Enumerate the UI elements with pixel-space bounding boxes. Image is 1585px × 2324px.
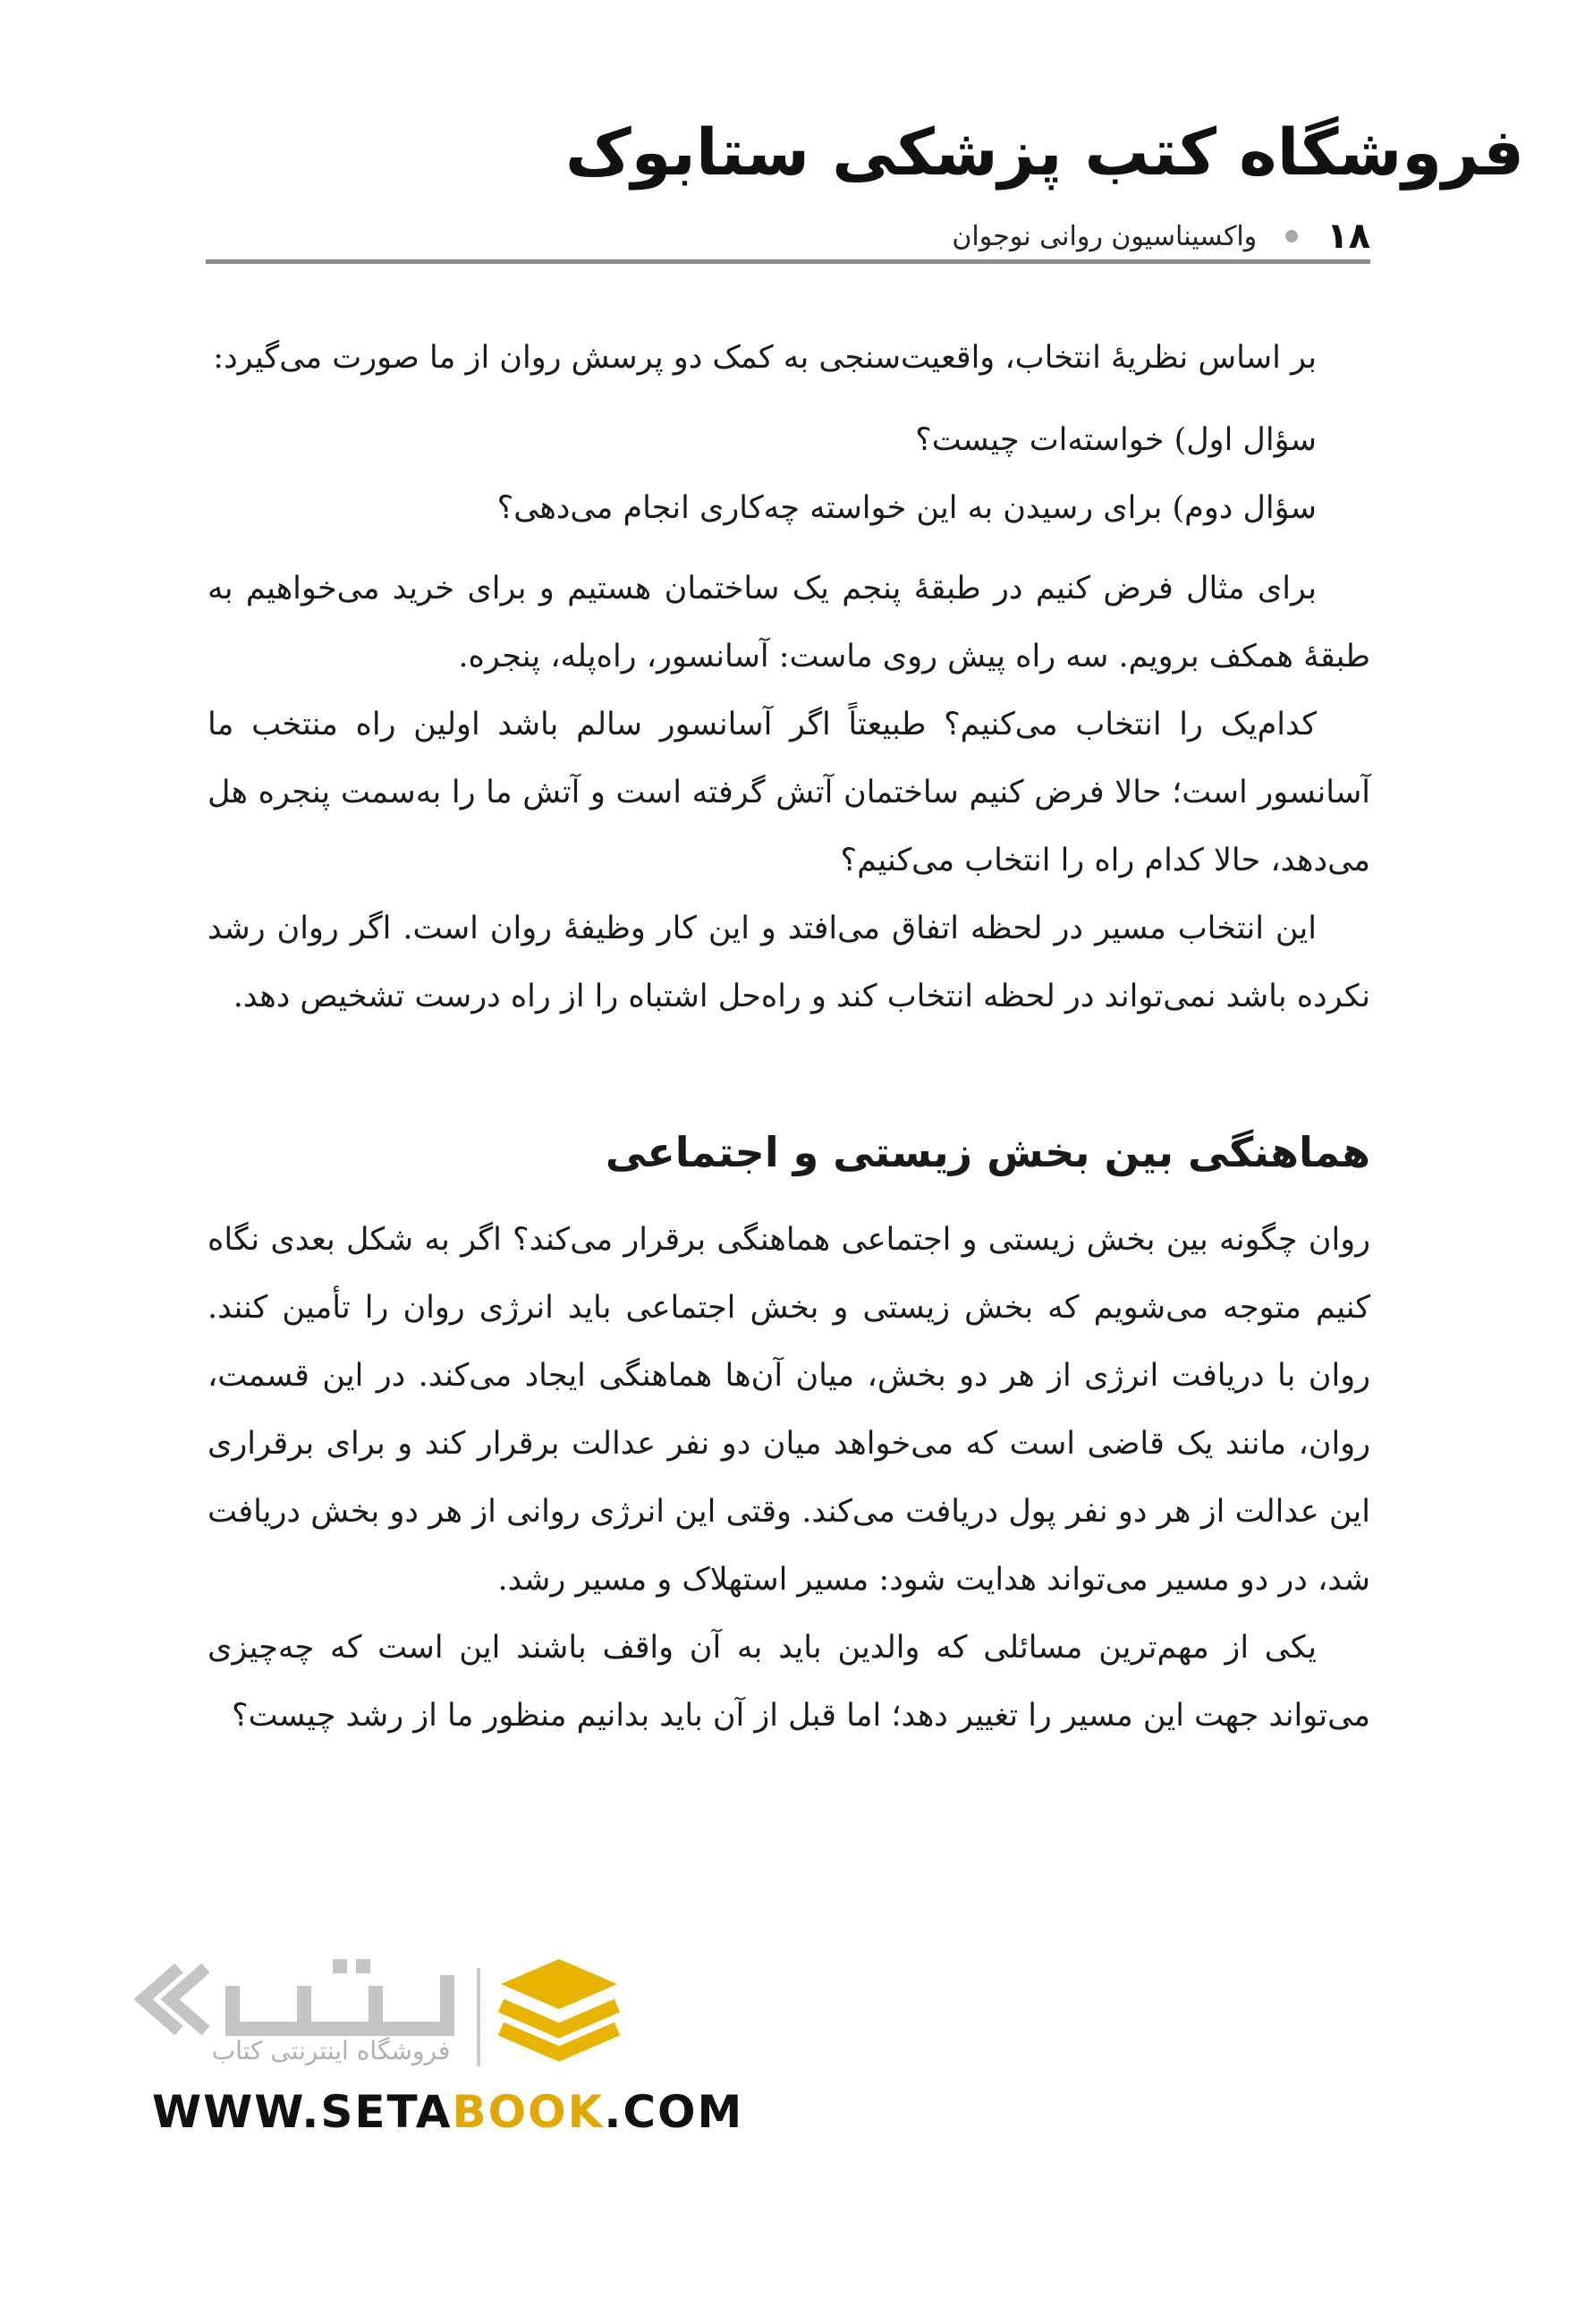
watermark-tagline: فروشگاه اینترنتی کتاب [211, 2036, 451, 2065]
paragraph-example: برای مثال فرض کنیم در طبقهٔ پنجم یک ساختمان هستیم و برای خرید می‌خواهیم به طبقهٔ همکف برویم. سه راه پیش روی ماست: آسانسور، راه‌پله، پنجره. [208, 571, 1370, 674]
bullet-separator [1285, 230, 1298, 242]
paragraph-choice-theory: بر اساس نظریهٔ انتخاب، واقعیت‌سنجی به کمک دو پرسش روان از ما صورت می‌گیرد: [213, 340, 1317, 376]
paragraph-coordination: روان چگونه بین بخش زیستی و اجتماعی هماهنگی برقرار می‌کند؟ اگر به شکل بعدی نگاه کنیم متوجه می‌شویم که بخش زیستی و بخش اجتماعی باید انرژی روان را تأمین کنند. روان با دریافت انرژی از هر دو بخش، میان آن‌ها هماهنگی ایجاد می‌کند. در این قسمت، روان، مانند یک قاضی است که می‌خواهد میان دو نفر عدالت برقرار کند و برای برقراری این عدالت از هر دو نفر پول دریافت می‌کند. وقتی این انرژی روانی از هر دو بخش دریافت شد، در دو مسیر می‌تواند هدایت شود: مسیر استهلاک و مسیر رشد. [208, 1222, 1370, 1598]
url-suffix: .COM [604, 2086, 744, 2138]
running-header [208, 208, 1370, 265]
question-second: سؤال دوم) برای رسیدن به این خواسته چه‌کاری انجام می‌دهی؟ [496, 490, 1317, 526]
page-number: ۱۸ [1326, 216, 1370, 257]
paragraph-growth-question: یکی از مهم‌ترین مسائلی که والدین باید به آن واقف باشند این است که چه‌چیزی می‌تواند جهت این مسیر را تغییر دهد؛ اما قبل از آن باید بدانیم منظور ما از رشد چیست؟ [208, 1630, 1370, 1734]
section-heading: هماهنگی بین بخش زیستی و اجتماعی [605, 1128, 1370, 1176]
store-title: فروشگاه کتب پزشکی ستابوک [564, 115, 1524, 190]
watermark-url [152, 2086, 743, 2138]
setabook-watermark [125, 1932, 744, 2147]
paragraph-which-choice: کدام‌یک را انتخاب می‌کنیم؟ طبیعتاً اگر آسانسور سالم باشد اولین راه منتخب ما آسانسور است؛ حالا فرض کنیم ساختمان آتش گرفته است و آتش ما را به‌سمت پنجره هل می‌دهد، حالا کدام راه را انتخاب می‌کنیم؟ [208, 707, 1370, 878]
url-accent: BOOK [452, 2086, 605, 2138]
header-divider [206, 259, 1370, 264]
question-first: سؤال اول) خواسته‌ات چیست؟ [915, 422, 1317, 458]
url-prefix: WWW.SETA [152, 2086, 453, 2138]
page-body [208, 324, 1370, 1750]
question-list [208, 406, 1370, 542]
paragraph-moment-choice: این انتخاب مسیر در لحظه اتفاق می‌افتد و این کار وظیفهٔ روان است. اگر روان رشد نکرده باشد نمی‌تواند در لحظه انتخاب کند و راه‌حل اشتباه را از راه درست تشخیص دهد. [208, 911, 1370, 1014]
book-title: واکسیناسیون روانی نوجوان [952, 220, 1258, 252]
